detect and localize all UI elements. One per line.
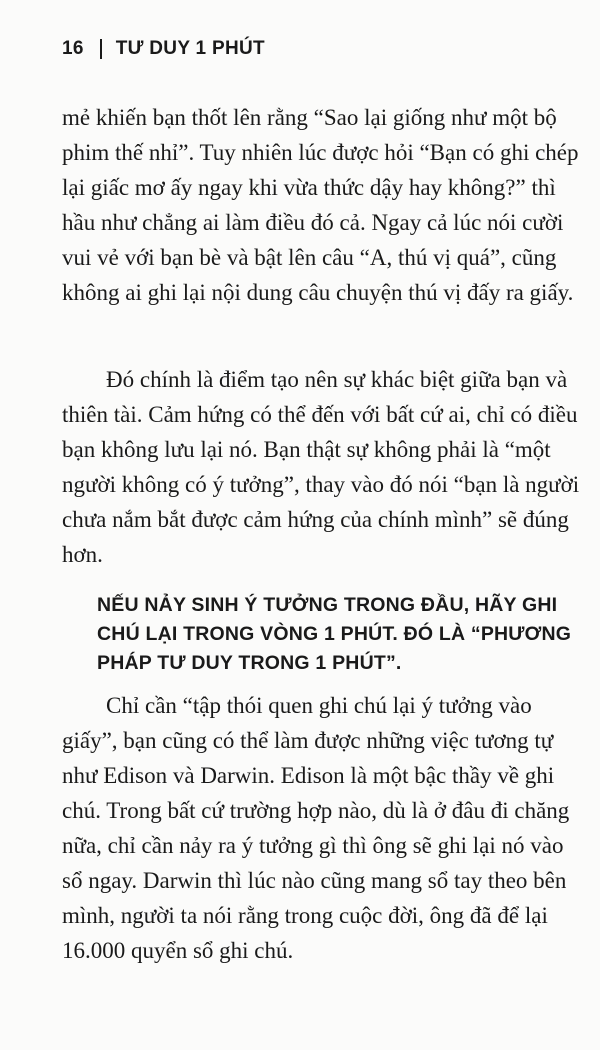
running-header [62, 38, 265, 60]
paragraph-3-text: Chỉ cần “tập thói quen ghi chú lại ý tưởng vào giấy”, bạn cũng có thể làm được những việc tương tự như Edison và Darwin. Edison là một bậc thầy về ghi chú. Trong bất cứ trường hợp nào, dù là ở đâu đi chăng nữa, chỉ cần nảy ra ý tưởng gì thì ông sẽ ghi lại nó vào sổ ngay. Darwin thì lúc nào cũng mang sổ tay theo bên mình, người ta nói rằng trong cuộc đời, ông đã để lại 16.000 quyển sổ ghi chú. [62, 693, 570, 963]
callout-heading: NẾU NẢY SINH Ý TƯỞNG TRONG ĐẦU, HÃY GHI CHÚ LẠI TRONG VÒNG 1 PHÚT. ĐÓ LÀ “PHƯƠNG PHÁP TƯ DUY TRONG 1 PHÚT”. [97, 594, 572, 674]
paragraph-3 [62, 688, 580, 968]
page-number: 16 [62, 38, 84, 59]
paragraph-2-text: Đó chính là điểm tạo nên sự khác biệt giữa bạn và thiên tài. Cảm hứng có thể đến với bất cứ ai, chỉ có điều bạn không lưu lại nó. Bạn thật sự không phải là “một người không có ý tưởng”, thay vào đó nói “bạn là người chưa nắm bắt được cảm hứng của chính mình” sẽ đúng hơn. [62, 367, 580, 567]
header-separator [100, 39, 102, 59]
callout-divider [62, 583, 65, 677]
book-title: TƯ DUY 1 PHÚT [115, 38, 265, 59]
paragraph-2 [62, 362, 580, 572]
paragraph-1-text: mẻ khiến bạn thốt lên rằng “Sao lại giống như một bộ phim thế nhỉ”. Tuy nhiên lúc được hỏi “Bạn có ghi chép lại giấc mơ ấy ngay khi vừa thức dậy hay không?” thì hầu như chẳng ai làm điều đó cả. Ngay cả lúc nói cười vui vẻ với bạn bè và bật lên câu “A, thú vị quá”, cũng không ai ghi lại nội dung câu chuyện thú vị đấy ra giấy. [62, 105, 579, 305]
paragraph-1 [62, 100, 580, 310]
